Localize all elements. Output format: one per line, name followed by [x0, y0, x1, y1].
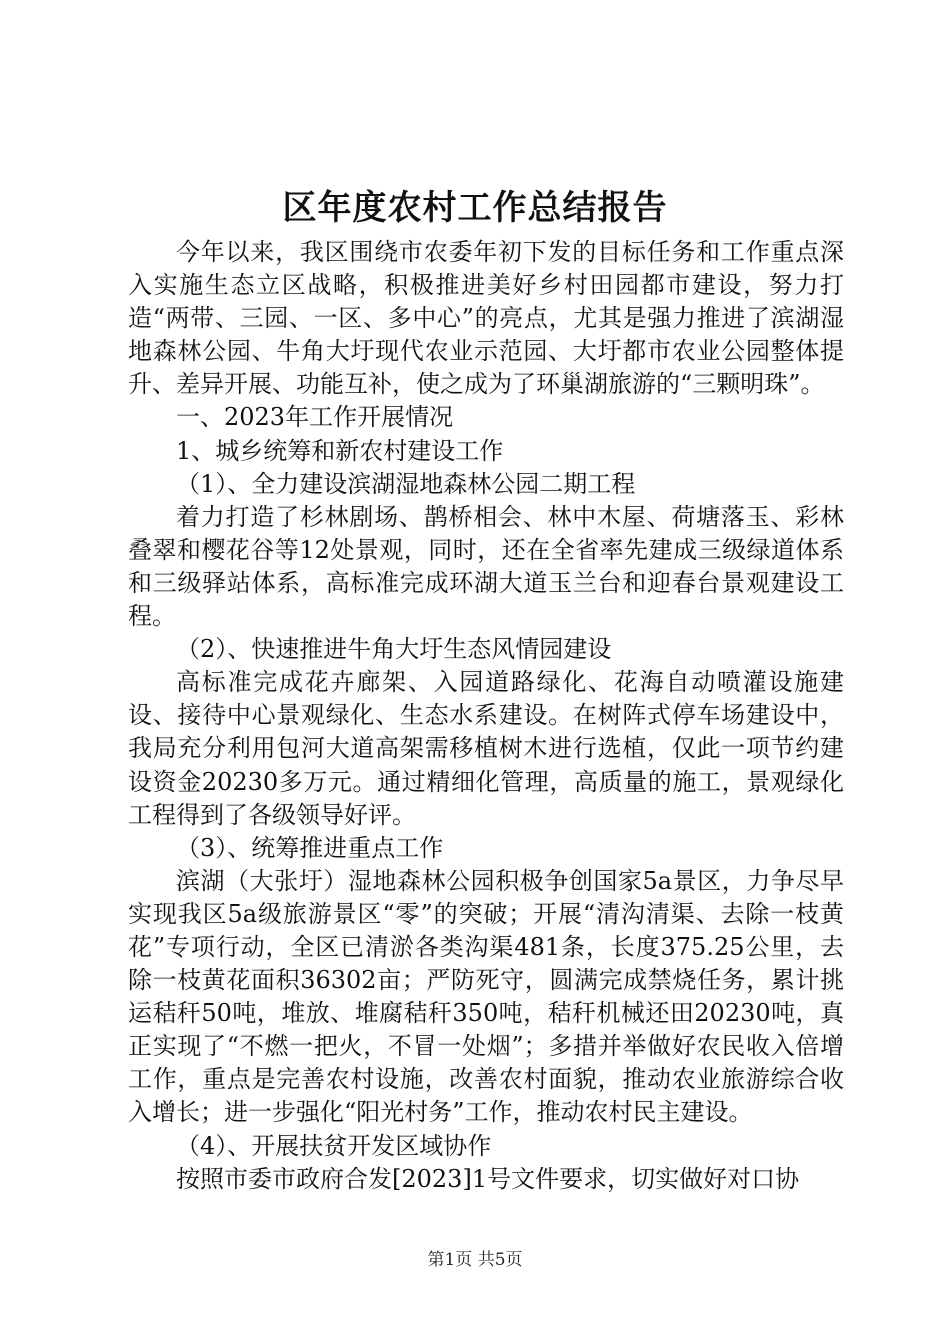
document-title: 区年度农村工作总结报告	[282, 188, 668, 228]
section-heading-1: 一、2023年工作开展情况	[176, 403, 454, 432]
item-heading-4: （4）、开展扶贫开发区域协作	[176, 1131, 492, 1160]
item-paragraph-4: 按照市委市政府合发[2023]1号文件要求，切实做好对口协	[176, 1164, 800, 1193]
page-number: 第1页 共5页	[427, 1250, 523, 1270]
item-paragraph-3: 滨湖（大张圩）湿地森林公园积极争创国家5a景区，力争尽早实现我区5a级旅游景区“零”的突破；开展“清沟清渠、去除一枝黄花”专项行动，全区已清淤各类沟渠481条，长度375.25公里，去除一枝黄花面积36302亩；严防死守，圆满完成禁烧任务，累计挑运秸秆50吨，堆放、堆腐秸秆350吨，秸秆机械还田20230吨，真正实现了“不燃一把火，不冒一处烟”；多措并举做好农民收入倍增工作，重点是完善农村设施，改善农村面貌，推动农业旅游综合收入增长；进一步强化“阳光村务”工作，推动农村民主建设。	[128, 866, 844, 1127]
item-paragraph-2: 高标准完成花卉廊架、入园道路绿化、花海自动喷灌设施建设、接待中心景观绿化、生态水系建设。在树阵式停车场建设中，我局充分利用包河大道高架需移植树木进行选植，仅此一项节约建设资金20230多万元。通过精细化管理，高质量的施工，景观绿化工程得到了各级领导好评。	[128, 668, 844, 829]
subsection-heading-1: 1、城乡统筹和新农村建设工作	[176, 436, 504, 465]
item-heading-2: （2）、快速推进牛角大圩生态风情园建设	[176, 635, 612, 664]
document-body	[128, 236, 844, 1196]
item-heading-3: （3）、统筹推进重点工作	[176, 833, 444, 862]
item-heading-1: （1）、全力建设滨湖湿地森林公园二期工程	[176, 469, 636, 498]
item-paragraph-1: 着力打造了杉林剧场、鹊桥相会、林中木屋、荷塘落玉、彩林叠翠和樱花谷等12处景观，同时，还在全省率先建成三级绿道体系和三级驿站体系，高标准完成环湖大道玉兰台和迎春台景观建设工程。	[128, 502, 844, 631]
intro-paragraph: 今年以来，我区围绕市农委年初下发的目标任务和工作重点深入实施生态立区战略，积极推进美好乡村田园都市建设，努力打造“两带、三园、一区、多中心”的亮点，尤其是强力推进了滨湖湿地森林公园、牛角大圩现代农业示范园、大圩都市农业公园整体提升、差异开展、功能互补，使之成为了环巢湖旅游的“三颗明珠”。	[128, 238, 844, 399]
